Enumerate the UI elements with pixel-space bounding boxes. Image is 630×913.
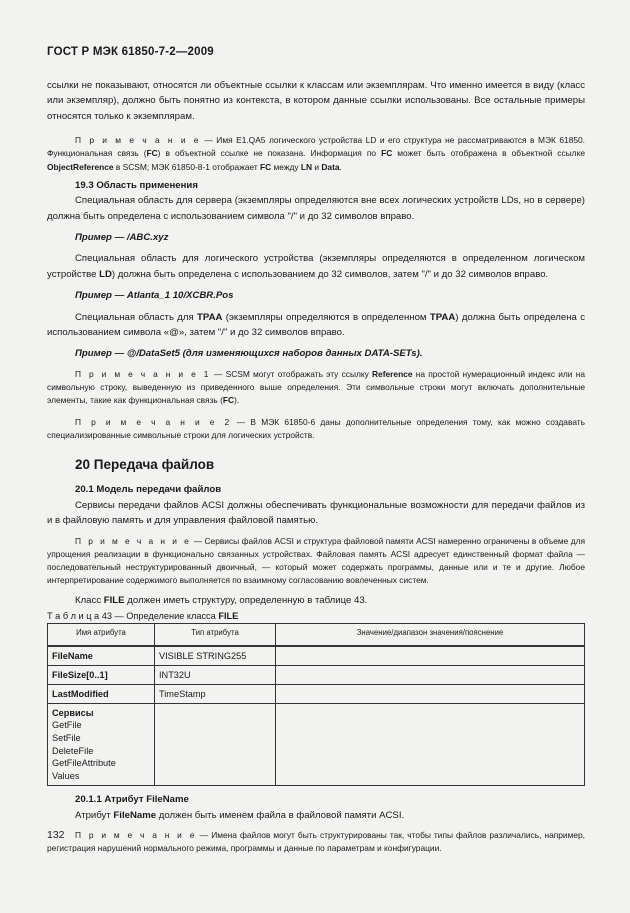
attribute-name-cell: FileName xyxy=(48,646,155,666)
table-row xyxy=(48,684,585,703)
bold-text: FileName xyxy=(113,809,157,821)
file-class-paragraph xyxy=(47,593,585,608)
table-row xyxy=(48,665,585,684)
attribute-name-cell: FileSize[0..1] xyxy=(48,665,155,684)
note-label: П р и м е ч а н и е xyxy=(75,135,201,146)
dash: — xyxy=(196,830,212,841)
column-header: Значение/диапазон значения/пояснение xyxy=(276,623,585,646)
text: должен иметь структуру, определенную в таблице 43. xyxy=(124,595,368,607)
services-cell xyxy=(48,703,155,786)
dash: — xyxy=(210,368,226,379)
service-item: Values xyxy=(52,770,80,781)
table-row xyxy=(48,646,585,666)
attribute-value-cell xyxy=(276,665,585,684)
text: должен быть именем файла в файловой памяти ACSI. xyxy=(156,809,405,821)
text: Специальная область для xyxy=(75,311,198,323)
ld-scope-paragraph xyxy=(47,251,585,282)
note-1-scsm xyxy=(47,368,585,408)
note-bold: Reference xyxy=(372,368,413,379)
intro-paragraph: ссылки не показывают, относятся ли объектные ссылки к классам или экземплярам. Что именно имеется в виду (класс или экземпляр), должно быть понятно из контекста, в котором данные ссылки использованы. Все остальные примеры относятся только к экземплярам. xyxy=(47,80,585,122)
note-text: Сервисы файлов ACSI и структура файловой памяти ACSI намеренно ограничены в объеме для упрощения реализации в функционально связанных устройствах. Файловая память ACSI адресует единственный формат файла — последовательный неструктурированный двоичный, — который может содержать программы, данные или и те и другие. Любое интерпретирование содержимого выполняется по взаимному согласованию вовлеченных систем. xyxy=(47,535,586,586)
section-heading-20-1: 20.1 Модель передачи файлов xyxy=(75,484,222,496)
example-1: Пример — /ABC.xyz xyxy=(75,232,169,244)
column-header: Тип атрибута xyxy=(155,623,276,646)
file-class-table xyxy=(47,623,585,787)
note-bold: FC xyxy=(222,395,235,406)
note-text: В МЭК 61850-6 даны дополнительные определения тому, как можно создавать специализированные символьные строки для логических устройств. xyxy=(47,416,585,440)
note-label: П р и м е ч а н и е xyxy=(75,535,192,546)
text: Специальная область для логического устройства (экземпляры определяются в определенном логическом устройстве xyxy=(47,253,585,280)
attribute-type-cell: TimeStamp xyxy=(155,684,276,703)
services-row xyxy=(48,703,585,786)
note-acsi-files xyxy=(47,535,585,588)
text: ) должна быть определена с использованием символа «@», затем "/" и до 32 символов вправо. xyxy=(47,311,586,339)
note-2-iec-61850-6 xyxy=(47,416,585,442)
note-text: в SCSM; МЭК 61850-8-1 отображает xyxy=(113,161,261,172)
section-heading-19-3: 19.3 Область применения xyxy=(75,179,198,191)
note-bold: LN xyxy=(300,161,313,172)
note-bold: FC xyxy=(381,148,393,159)
table-header-row xyxy=(48,623,585,646)
page-content xyxy=(47,76,585,856)
bold-text: FILE xyxy=(103,595,125,607)
attribute-type-cell: INT32U xyxy=(155,665,276,684)
example-2: Пример — Atlanta_1 10/XCBR.Pos xyxy=(75,290,234,302)
note-text: ). xyxy=(234,395,240,406)
page-number: 132 xyxy=(47,829,65,841)
note-text: между xyxy=(271,161,301,172)
attribute-value-cell xyxy=(276,684,585,703)
note-text: ) в объектной ссылке не показана. Информация по xyxy=(157,148,382,159)
note-bold: Data xyxy=(321,161,340,172)
note-text: и xyxy=(312,161,322,172)
caption-text: Т а б л и ц а 43 — Определение класса xyxy=(47,610,219,621)
bold-text: TPAA xyxy=(197,311,223,323)
section-heading-20: 20 Передача файлов xyxy=(75,456,215,472)
caption-bold: FILE xyxy=(218,610,239,621)
text: ) должна быть определена с использованием до 32 символов, затем "/" и до 32 символов вправо. xyxy=(111,268,549,280)
note-label: П р и м е ч а н и е 1 xyxy=(75,368,211,379)
table-caption xyxy=(47,609,585,623)
service-item: GetFile xyxy=(52,720,82,731)
text: Класс xyxy=(75,595,104,607)
note-ld-structure xyxy=(47,134,585,174)
note-bold: FC xyxy=(260,161,272,172)
dash: — xyxy=(191,535,205,546)
note-text: на простой нумерационный индекс или на символьную строку, выведенную из приведенного выше определения. Эти символьные строки могут включать дополнительные элементы, такие как функциональная связь ( xyxy=(47,368,585,406)
bold-text: TPAA xyxy=(429,311,456,323)
attribute-name-cell: LastModified xyxy=(48,684,155,703)
dash: — xyxy=(200,135,217,146)
dash: — xyxy=(231,416,251,427)
note-bold: ObjectReference xyxy=(47,161,114,172)
server-scope-paragraph: Специальная область для сервера (экземпляры определяются вне всех логических устройств LDs, но в сервере) должна быть определена с использованием символа "/" и до 32 символов вправо. xyxy=(47,195,585,222)
text: (экземпляры определяются в определенном xyxy=(222,311,430,323)
file-transfer-paragraph: Сервисы передачи файлов ACSI должны обеспечивать функциональные возможности для передачи файлов из и в файловую память и для управления файловой памятью. xyxy=(47,499,585,527)
text: Атрибут xyxy=(75,809,114,821)
section-heading-20-1-1: 20.1.1 Атрибут FileName xyxy=(75,794,189,806)
service-item: SetFile xyxy=(52,732,81,743)
service-item: GetFileAttribute xyxy=(52,758,116,769)
example-3: Пример — @/DataSet5 (для изменяющихся наборов данных DATA-SETs). xyxy=(75,348,423,360)
note-text: Имя E1.QA5 логического устройства LD и его структура не рассматриваются в МЭК 61850. Функциональная связь ( xyxy=(47,135,585,159)
note-text: SCSM могут отображать эту ссылку xyxy=(225,368,372,379)
bold-text: LD xyxy=(99,268,112,280)
tpaa-scope-paragraph xyxy=(47,310,585,341)
service-item: DeleteFile xyxy=(52,745,94,756)
note-filenames xyxy=(47,829,585,855)
services-title: Сервисы xyxy=(52,707,94,718)
note-text: . xyxy=(339,161,342,172)
column-header: Имя атрибута xyxy=(48,623,155,646)
note-label: П р и м е ч а н и е 2 xyxy=(75,416,232,427)
note-label: П р и м е ч а н и е xyxy=(75,830,197,841)
attribute-value-cell xyxy=(276,646,585,666)
note-text: Имена файлов могут быть структурированы так, чтобы типы файлов различались, например, регистрация нарушений нормального режима, программы и данные по параметрам и конфигурации. xyxy=(47,830,585,854)
services-type-cell xyxy=(155,703,276,786)
page-header: ГОСТ Р МЭК 61850-7-2—2009 xyxy=(47,46,214,58)
attribute-type-cell: VISIBLE STRING255 xyxy=(155,646,276,666)
note-bold: FC xyxy=(146,148,158,159)
note-text: может быть отображена в объектной ссылке xyxy=(392,148,585,159)
services-value-cell xyxy=(276,703,585,786)
filename-paragraph xyxy=(47,808,585,823)
